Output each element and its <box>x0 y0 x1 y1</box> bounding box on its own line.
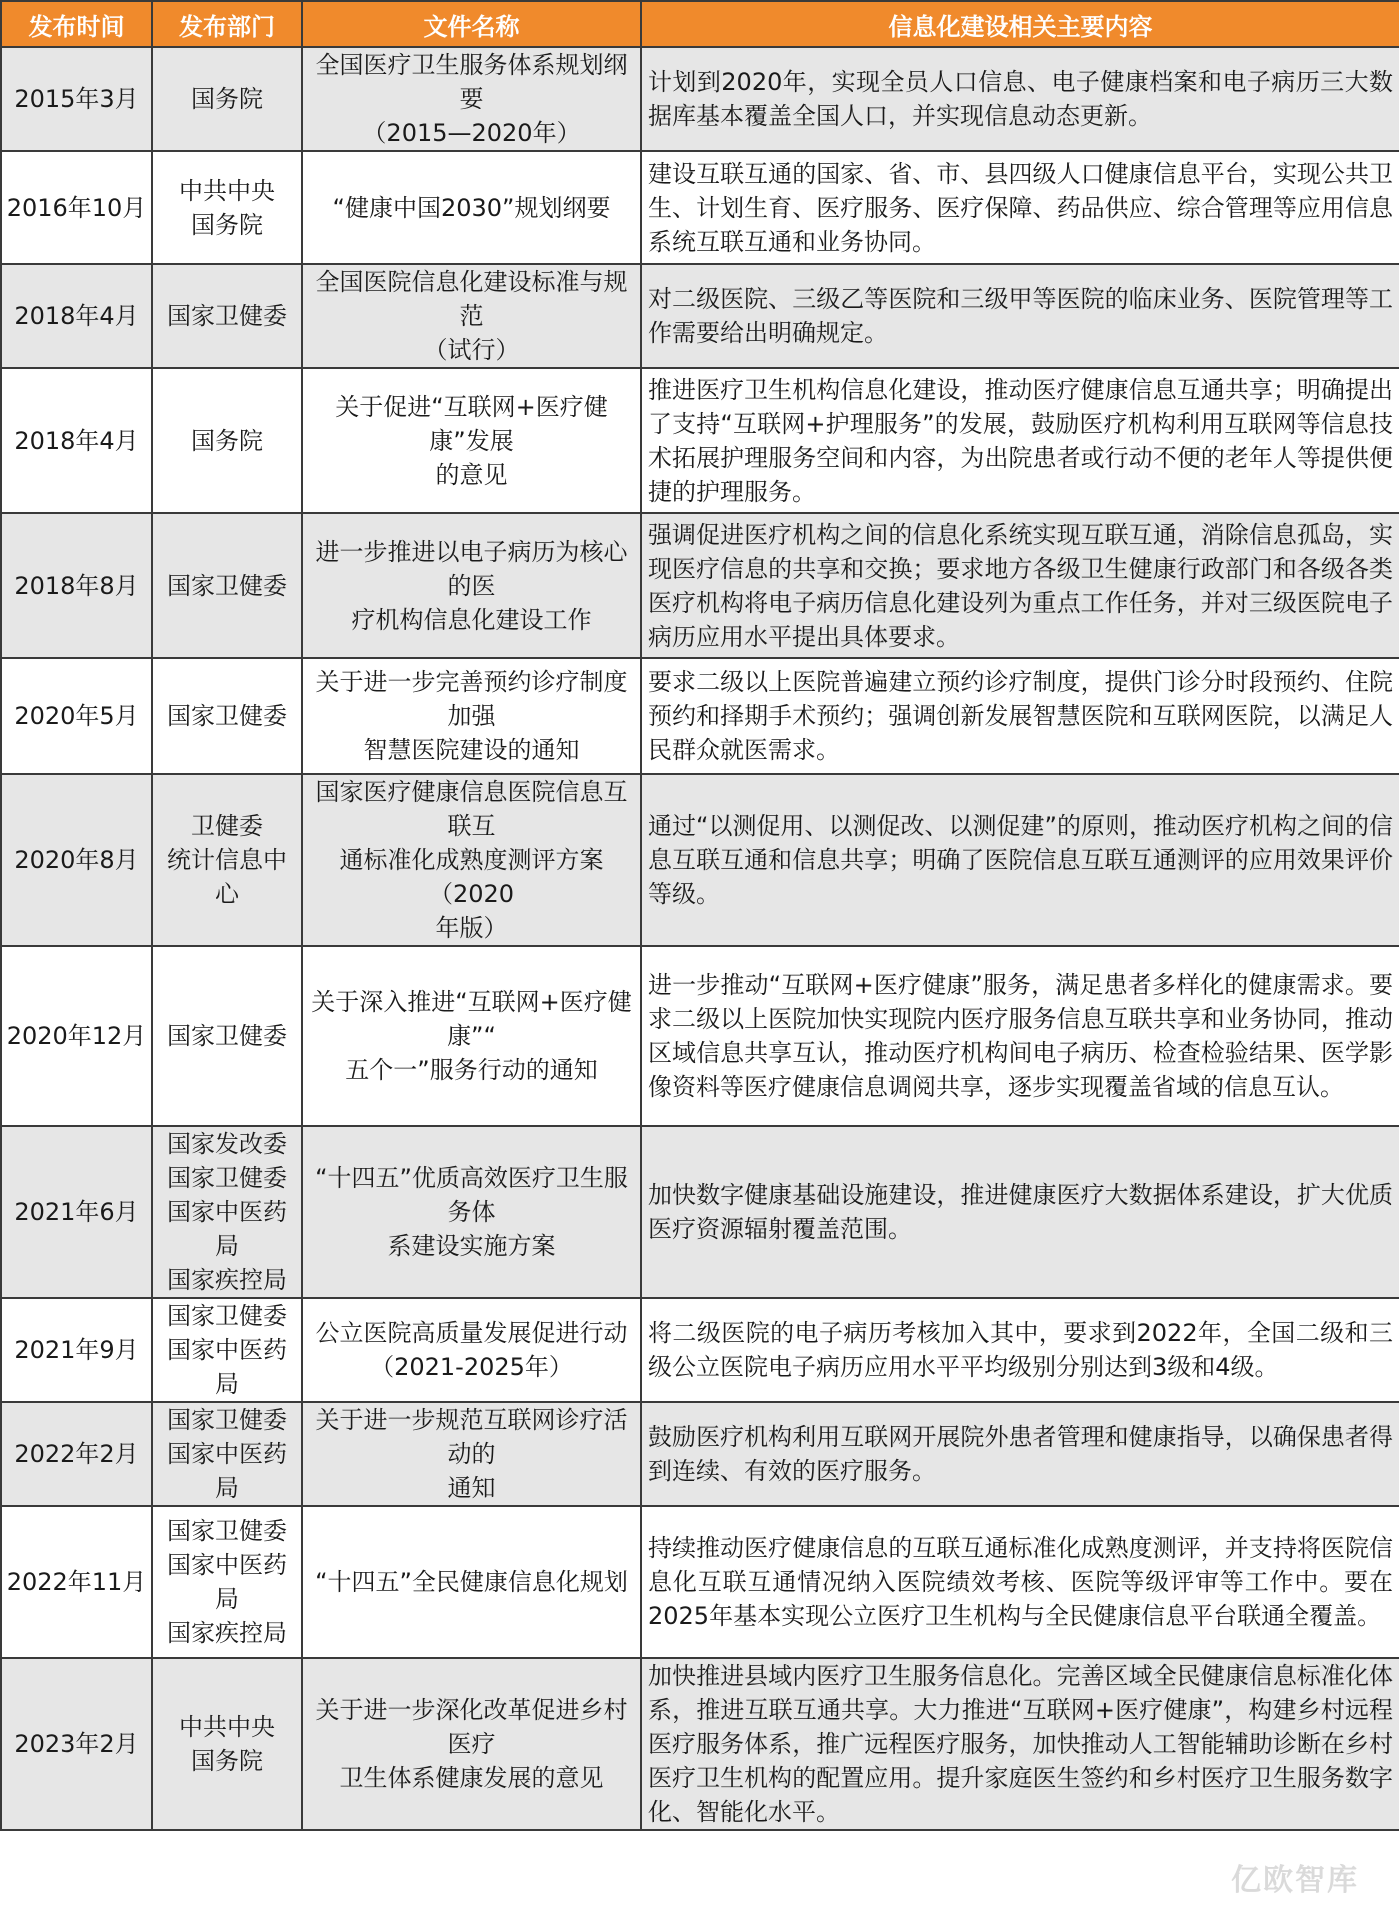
department-line: 国家卫健委 <box>167 1164 287 1192</box>
cell-department <box>152 1402 302 1506</box>
cell-title <box>302 1658 641 1830</box>
cell-date: 2022年2月 <box>1 1402 152 1506</box>
department-line: 国家卫健委 <box>167 1302 287 1330</box>
title-line: “健康中国2030”规划纲要 <box>332 193 611 222</box>
cell-content: 要求二级以上医院普遍建立预约诊疗制度，提供门诊分时段预约、住院预约和择期手术预约；强调创新发展智慧医院和互联网医院，以满足人民群众就医需求。 <box>641 658 1399 774</box>
cell-title <box>302 946 641 1126</box>
department-line: 中共中央 <box>179 176 275 205</box>
title-line: 关于进一步深化改革促进乡村医疗 <box>315 1696 628 1758</box>
cell-content: 持续推动医疗健康信息的互联互通标准化成熟度测评，并支持将医院信息化互联互通情况纳入医院绩效考核、医院等级评审等工作中。要在2025年基本实现公立医疗卫生机构与全民健康信息平台联通全覆盖。 <box>641 1506 1399 1658</box>
cell-date: 2018年8月 <box>1 513 152 658</box>
title-line: 智慧医院建设的通知 <box>363 736 580 764</box>
title-line: 进一步推进以电子病历为核心的医 <box>315 537 628 600</box>
cell-department <box>152 1126 302 1298</box>
cell-title <box>302 513 641 658</box>
header-date: 发布时间 <box>1 1 152 47</box>
department-line: 国家卫健委 <box>167 1517 287 1545</box>
cell-date: 2018年4月 <box>1 264 152 368</box>
title-line: 年版） <box>435 914 508 942</box>
department-line: 国家卫健委 <box>167 571 287 600</box>
cell-date: 2016年10月 <box>1 151 152 264</box>
cell-department <box>152 368 302 513</box>
title-line: 疗机构信息化建设工作 <box>351 605 592 634</box>
title-line: 通标准化成熟度测评方案（2020 <box>339 846 604 908</box>
table-row <box>1 1658 1399 1830</box>
cell-content: 强调促进医疗机构之间的信息化系统实现互联互通，消除信息孤岛，实现医疗信息的共享和交换；要求地方各级卫生健康行政部门和各级各类医疗机构将电子病历信息化建设列为重点工作任务，并对三级医院电子病历应用水平提出具体要求。 <box>641 513 1399 658</box>
table-row <box>1 47 1399 151</box>
cell-content: 加快数字健康基础设施建设，推进健康医疗大数据体系建设，扩大优质医疗资源辐射覆盖范围。 <box>641 1126 1399 1298</box>
department-line: 国家卫健委 <box>167 702 287 730</box>
header-row <box>1 1 1399 47</box>
title-line: 国家医疗健康信息医院信息互联互 <box>315 778 628 840</box>
title-line: （2015—2020年） <box>362 119 581 147</box>
table-body <box>1 47 1399 1830</box>
department-line: 国家中医药局 <box>167 1336 287 1398</box>
title-line: 公立医院高质量发展促进行动 <box>315 1319 628 1347</box>
cell-department <box>152 946 302 1126</box>
department-line: 国家疾控局 <box>167 1619 287 1647</box>
cell-department <box>152 513 302 658</box>
cell-department <box>152 1658 302 1830</box>
cell-date: 2021年9月 <box>1 1298 152 1402</box>
table-row <box>1 368 1399 513</box>
department-line: 国家中医药局 <box>167 1198 287 1260</box>
title-line: （2021-2025年） <box>370 1353 573 1381</box>
department-line: 国务院 <box>191 85 263 113</box>
cell-date: 2018年4月 <box>1 368 152 513</box>
cell-content: 计划到2020年，实现全员人口信息、电子健康档案和电子病历三大数据库基本覆盖全国人口，并实现信息动态更新。 <box>641 47 1399 151</box>
watermark: 亿欧智库 <box>1231 1863 1359 1898</box>
cell-date: 2020年5月 <box>1 658 152 774</box>
cell-content: 推进医疗卫生机构信息化建设，推动医疗健康信息互通共享；明确提出了支持“互联网+护理服务”的发展，鼓励医疗机构利用互联网等信息技术拓展护理服务空间和内容，为出院患者或行动不便的老年人等提供便捷的护理服务。 <box>641 368 1399 513</box>
department-line: 国务院 <box>191 210 263 239</box>
title-line: “十四五”优质高效医疗卫生服务体 <box>315 1164 628 1226</box>
table-row <box>1 513 1399 658</box>
title-line: （试行） <box>423 336 520 364</box>
table-row <box>1 1402 1399 1506</box>
cell-date: 2021年6月 <box>1 1126 152 1298</box>
cell-department <box>152 658 302 774</box>
table-row <box>1 946 1399 1126</box>
department-line: 国家发改委 <box>167 1130 287 1158</box>
table-row <box>1 1298 1399 1402</box>
title-line: 卫生体系健康发展的意见 <box>339 1764 604 1792</box>
table-row <box>1 151 1399 264</box>
department-line: 国家中医药局 <box>167 1551 287 1613</box>
cell-content: 鼓励医疗机构利用互联网开展院外患者管理和健康指导，以确保患者得到连续、有效的医疗服务。 <box>641 1402 1399 1506</box>
table-row <box>1 1126 1399 1298</box>
department-line: 国家疾控局 <box>167 1266 287 1294</box>
title-line: 关于进一步完善预约诊疗制度加强 <box>315 668 628 730</box>
cell-department <box>152 774 302 946</box>
title-line: 的意见 <box>435 460 508 489</box>
title-line: 关于进一步规范互联网诊疗活动的 <box>315 1406 628 1468</box>
cell-title <box>302 658 641 774</box>
title-line: 全国医院信息化建设标准与规范 <box>315 268 628 330</box>
cell-content: 建设互联互通的国家、省、市、县四级人口健康信息平台，实现公共卫生、计划生育、医疗服务、医疗保障、药品供应、综合管理等应用信息系统互联互通和业务协同。 <box>641 151 1399 264</box>
cell-title <box>302 1506 641 1658</box>
cell-title <box>302 368 641 513</box>
cell-department <box>152 264 302 368</box>
cell-title <box>302 1126 641 1298</box>
department-line: 国家卫健委 <box>167 1406 287 1434</box>
cell-date: 2015年3月 <box>1 47 152 151</box>
cell-department <box>152 1506 302 1658</box>
title-line: 系建设实施方案 <box>387 1232 556 1260</box>
title-line: 全国医疗卫生服务体系规划纲要 <box>315 51 628 113</box>
cell-date: 2020年8月 <box>1 774 152 946</box>
title-line: 关于深入推进“互联网+医疗健康”“ <box>311 988 632 1050</box>
table-row <box>1 264 1399 368</box>
cell-title <box>302 264 641 368</box>
cell-title <box>302 1298 641 1402</box>
cell-title <box>302 774 641 946</box>
cell-date: 2023年2月 <box>1 1658 152 1830</box>
header-department: 发布部门 <box>152 1 302 47</box>
title-line: 五个一”服务行动的通知 <box>345 1056 598 1084</box>
table-row <box>1 774 1399 946</box>
cell-date: 2022年11月 <box>1 1506 152 1658</box>
cell-content: 加快推进县域内医疗卫生服务信息化。完善区域全民健康信息标准化体系，推进互联互通共享。大力推进“互联网+医疗健康”，构建乡村远程医疗服务体系，推广远程医疗服务，加快推动人工智能辅助诊断在乡村医疗卫生机构的配置应用。提升家庭医生签约和乡村医疗卫生服务数字化、智能化水平。 <box>641 1658 1399 1830</box>
cell-department <box>152 1298 302 1402</box>
department-line: 国务院 <box>191 426 263 455</box>
department-line: 国家卫健委 <box>167 1022 287 1050</box>
header-title: 文件名称 <box>302 1 641 47</box>
department-line: 中共中央 <box>179 1713 275 1741</box>
title-line: 通知 <box>447 1474 496 1502</box>
cell-content: 通过“以测促用、以测促改、以测促建”的原则，推动医疗机构之间的信息互联互通和信息共享；明确了医院信息互联互通测评的应用效果评价等级。 <box>641 774 1399 946</box>
cell-title <box>302 151 641 264</box>
department-line: 卫健委 <box>191 812 263 840</box>
table-row <box>1 658 1399 774</box>
cell-department <box>152 47 302 151</box>
title-line: 关于促进“互联网+医疗健康”发展 <box>335 392 608 455</box>
department-line: 国务院 <box>191 1747 263 1775</box>
cell-content: 对二级医院、三级乙等医院和三级甲等医院的临床业务、医院管理等工作需要给出明确规定。 <box>641 264 1399 368</box>
department-line: 国家卫健委 <box>167 302 287 330</box>
header-content: 信息化建设相关主要内容 <box>641 1 1399 47</box>
cell-content: 将二级医院的电子病历考核加入其中，要求到2022年，全国二级和三级公立医院电子病历应用水平平均级别分别达到3级和4级。 <box>641 1298 1399 1402</box>
cell-title <box>302 1402 641 1506</box>
cell-content: 进一步推动“互联网+医疗健康”服务，满足患者多样化的健康需求。要求二级以上医院加快实现院内医疗服务信息互联共享和业务协同，推动区域信息共享互认，推动医疗机构间电子病历、检查检验结果、医学影像资料等医疗健康信息调阅共享，逐步实现覆盖省域的信息互认。 <box>641 946 1399 1126</box>
table-row <box>1 1506 1399 1658</box>
department-line: 统计信息中心 <box>167 846 287 908</box>
cell-title <box>302 47 641 151</box>
department-line: 国家中医药局 <box>167 1440 287 1502</box>
title-line: “十四五”全民健康信息化规划 <box>315 1568 628 1596</box>
cell-date: 2020年12月 <box>1 946 152 1126</box>
cell-department <box>152 151 302 264</box>
